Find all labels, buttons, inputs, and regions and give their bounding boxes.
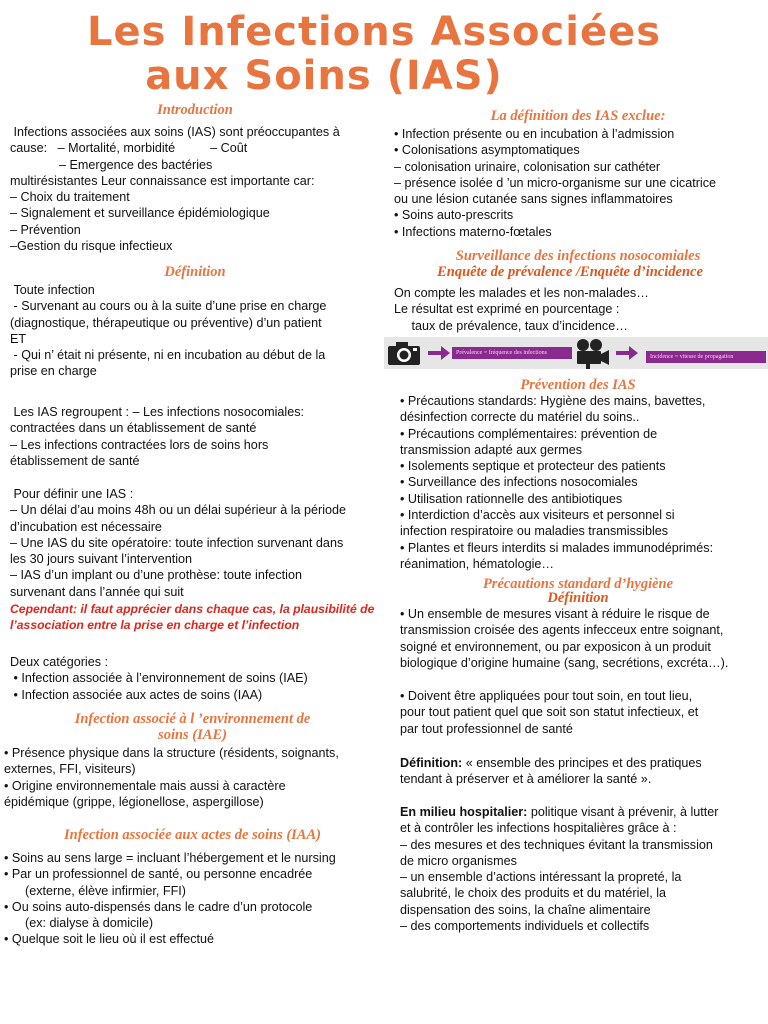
prevalence-incidence-strip [384, 337, 768, 369]
movie-camera-icon [572, 337, 612, 369]
incidence-label: Incidence = vitesse de propagation [646, 351, 766, 363]
camera-icon [386, 339, 422, 367]
standard-definition-subheading: Définition [547, 590, 609, 606]
intro-heading: Introduction [157, 102, 233, 118]
page-title-line2: aux Soins (IAS) [145, 53, 503, 99]
cependant-note: Cependant: il faut apprécier dans chaque cas, la plausibilité de l’association entre la prise en charge et l’infection [10, 602, 375, 633]
standard-text-2: • Doivent être appliquées pour tout soin, en tout lieu, pour tout patient quel que soit son statut infectieux, et par tout professionnel de santé [400, 689, 699, 736]
surveillance-text: On compte les malades et les non-malades… Le résultat est exprimé en pourcentage : taux de prévalence, taux d’incidence… [394, 286, 649, 333]
categories-text: Deux catégories : • Infection associée à l’environnement de soins (IAE) • Infection associée aux actes de soins (IAA) [10, 655, 308, 702]
hospital-label: En milieu hospitalier: [400, 805, 528, 819]
iae-heading: Infection associé à l ’environnement de soins (IAE) [74, 711, 311, 743]
definition-text: « ensemble des principes et des pratiques tendant à préserver et à améliorer la santé ». [400, 756, 702, 787]
definition-label: Définition: [400, 756, 463, 770]
define-ias-text: Pour définir une IAS : – Un délai d’au moins 48h ou un délai supérieur à la période d’incubation est nécessaire – Une IAS du site opératoire: toute infection survenant dans les 30 jours suivant l’intervention – IAS d’un implant ou d’une prothèse: toute infection survenant dans l’année qui suit [10, 487, 347, 599]
prevention-heading: Prévention des IAS [520, 377, 636, 393]
iaa-heading: Infection associée aux actes de soins (IAA) [64, 827, 321, 843]
surveillance-subheading: Enquête de prévalence /Enquête d’incidence [437, 264, 703, 280]
definition-text: Toute infection - Survenant au cours ou à la suite d’une prise en charge (diagnostique, thérapeutique ou préventive) d’un patient ET - Qui n’ était ni présente, ni en incubation au début de la prise en charge [10, 283, 327, 379]
prevalence-label: Prévalence = fréquence des infections [452, 347, 572, 359]
hospital-policy [400, 804, 718, 934]
intro-text: Infections associées aux soins (IAS) sont préoccupantes à cause: – Mortalité, morbidité – Coût – Emergence des bactéries multirésistantes Leur connaissance est importante car: – Choix du traitement – Signalement et surveillance épidémiologique – Prévention –Gestion du risque infectieux [10, 125, 340, 254]
hospital-text: politique visant à prévenir, à lutter et à contrôler les infections hospitalières grâce à : – des mesures et des techniques évitant la transmission de micro organismes – un ensemble d’actions intéressant la propreté, la salubrité, le choix des produits et du matériel, la dispensation des soins, la chaîne alimentaire – des comportements individuels et collectifs [400, 805, 719, 934]
health-definition [400, 755, 702, 788]
standard-text-1: • Un ensemble de mesures visant à réduire le risque de transmission croisée des agents infecceux entre soignant, soigné et environnement, ou par exposicon à un produit biologique d’origine humaine (sang, secrétions, excréta…). [400, 607, 729, 670]
exclusion-text: • Infection présente ou en incubation à l’admission • Colonisations asymptomatiques – colonisation urinaire, colonisation sur cathéter – présence isolée d ’un micro-organisme sur une cicatrice ou une lésion cutanée sans signes inflammatoires • Soins auto-prescrits • Infections materno-fœtales [394, 127, 716, 239]
page-title-line1: Les Infections Associées [86, 9, 662, 55]
exclusion-heading: La définition des IAS exclue: [490, 108, 666, 124]
iae-text: • Présence physique dans la structure (résidents, soignants, externes, FFI, visiteurs) • Origine environnementale mais aussi à caractère épidémique (grippe, légionellose, aspergillose) [4, 746, 339, 809]
surveillance-heading: Surveillance des infections nosocomiales [455, 248, 701, 264]
arrow-icon [428, 351, 442, 355]
iaa-text: • Soins au sens large = incluant l’hébergement et le nursing • Par un professionnel de santé, ou personne encadrée (externe, élève infirmier, FFI) • Ou soins auto-dispensés dans le cadre d’un protocole (ex: dialyse à domicile) • Quelque soit le lieu où il est effectué [4, 851, 336, 947]
prevention-text: • Précautions standards: Hygiène des mains, bavettes, désinfection correcte du matériel du soins.. • Précautions complémentaires: prévention de transmission adapté aux germes • Isolements septique et protecteur des patients • Surveillance des infections nosocomiales • Utilisation rationnelle des antibiotiques • Interdiction d’accès aux visiteurs et personnel si infection respiratoire ou maladies transmissibles • Plantes et fleurs interdits si malades immunodéprimés: réanimation, hématologie… [400, 394, 714, 571]
arrow-icon [616, 351, 630, 355]
regroup-text: Les IAS regroupent : – Les infections nosocomiales: contractées dans un établissement de santé – Les infections contractées lors de soins hors établissement de santé [10, 405, 305, 468]
standard-precautions-heading: Précautions standard d’hygiène [482, 576, 674, 592]
definition-heading: Définition [164, 264, 226, 280]
